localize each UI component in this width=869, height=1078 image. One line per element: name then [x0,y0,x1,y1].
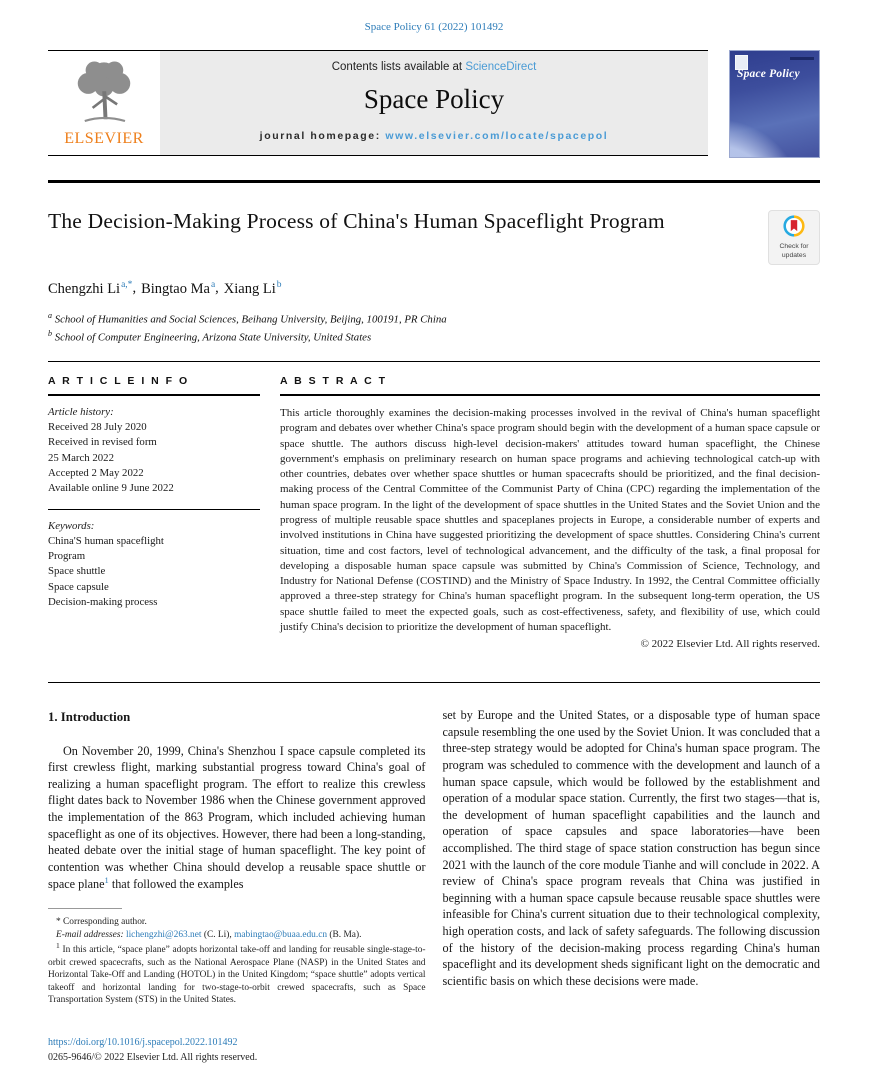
footnote-1: $^1$ In this article, “space plane” adopts horizontal take-off and landing for reusable single-stage-to-orbit crewed spacecrafts, such as the National Aerospace Plane (NASP) in the United States and Horizontal Take-Off and Landing (HOTOL) in the United Kingdom; “space shuttle” adopts vertical takeoff and horizontal landing for two-stage-to-orbit crewed spacecrafts, such as Space Transportation System (STS) in the United States. [48,941,426,1006]
abstract-panel [280,375,820,650]
history-line: Accepted 2 May 2022 [48,467,144,480]
affiliation-item: $^a$ School of Humanities and Social Sciences, Beihang University, Beijing, 100191, PR China [48,311,447,327]
elsevier-logo [48,51,160,155]
intro-paragraph-left: On November 20, 1999, China's Shenzhou I space capsule completed its first crewless flight, marking substantial progress toward China's goal of realizing a human spaceflight program. The effort to realize this crewless flight dates back to November 1986 when the Chinese government approved the implementation of the 863 Program, which included achieving human spaceflight as one of its objectives. However, there had been a long-standing, heated debate over the initial stage of human spaceflight. The key point of contention was whether China should develop a reusable space shuttle or space plane$^1$ that followed the examples [48,743,426,892]
article-history-label: Article history: [48,406,114,419]
email-link[interactable]: lichengzhi@263.net [125,929,202,940]
masthead-panel [160,51,708,155]
elsevier-wordmark: ELSEVIER [64,130,144,147]
affiliation-list [48,310,820,346]
page-footer [48,1036,257,1065]
keyword-line: Program [48,550,86,563]
article-info-panel [48,375,260,650]
history-line: Available online 9 June 2022 [48,482,174,495]
elsevier-tree-icon [69,58,139,133]
abstract-copyright: © 2022 Elsevier Ltd. All rights reserved. [640,638,820,651]
author-list [48,280,820,298]
keyword-line: Space capsule [48,580,109,593]
author-name: Chengzhi Li [48,280,121,297]
footnote-ref-1[interactable]: 1 [104,875,109,886]
journal-cover-thumbnail[interactable] [729,50,820,158]
sciencedirect-link[interactable]: ScienceDirect [465,61,537,73]
section-heading: 1. Introduction [48,710,131,725]
author-superscript: a,* [121,279,133,290]
abstract-text: This article thoroughly examines the decision-making processes involved in the revival of China's human spaceflight program and debates over whether China's space program should begin with the development of a human space capsule or space shuttle. The authors discuss high-level decision-makers' attitudes toward human spaceflight, the Chinese government's emphasis on preliminary research on human space programs and achieving technological catch-up with other countries, debates over whether space shuttles or human spacecrafts should be prioritized, and the final decision-making process of the Central Committee of the Communist Party of China (CPC) regarding the implementation of the human space program. In the light of the development of space shuttles in the United States and the Soviet Union and the progress of multiple reusable space shuttles and spaceplanes projects in Europe, a considerable number of experts and involved institutions in China have suggested prioritizing the development of space shuttles. Considering China's current situation, time and cost factors, level of technological advancement, and the difficulty of the task, a final proposal for developing a disposable human space capsule was submitted by China's Commission of Science, Technology, and Industry for National Defense (COSTIND) and the Ministry of Space Industry. In 1992, the Central Committee officially approved a three-step strategy for China's human spaceflight program. In the subsequent long-term operation, the US space shuttle failed to meet the expected goals, such as cost-effectiveness, safety, and flexibility of use, which could justify China's decision to prioritize the development of human spaceflight. [280,407,820,633]
check-updates-icon [783,224,805,241]
keyword-line: China'S human spaceflight [48,534,164,547]
masthead-box [48,50,708,156]
check-for-updates-badge[interactable] [768,210,820,265]
abstract-heading: A B S T R A C T [280,375,387,388]
issn-copyright: 0265-9646/© 2022 Elsevier Ltd. All rights reserved. [48,1051,258,1063]
title-divider [48,180,820,183]
article-title: The Decision-Making Process of China's Human Spaceflight Program [48,209,665,233]
doi-link[interactable]: https://doi.org/10.1016/j.spacepol.2022.101492 [48,1037,238,1048]
check-updates-label: Check for updates [779,243,809,259]
cover-issn-text [790,57,814,60]
body-column-left [48,707,426,1006]
homepage-label: journal homepage: [259,130,381,142]
affiliation-item: $^b$ School of Computer Engineering, Arizona State University, United States [48,329,372,344]
author-superscript: a [210,279,216,290]
author-separator: , [215,280,219,297]
journal-homepage-link[interactable]: www.elsevier.com/locate/spacepol [385,130,609,142]
footnote-area [48,908,426,1007]
email-addresses-line: E-mail addresses: lichengzhi@263.net (C. Li), mabingtao@buaa.edu.cn (B. Ma). [56,929,362,940]
email-link[interactable]: mabingtao@buaa.edu.cn [234,929,328,940]
journal-title: Space Policy [363,84,505,114]
history-line: Received in revised form [48,436,157,449]
journal-citation[interactable]: Space Policy 61 (2022) 101492 [364,21,504,33]
history-line: Received 28 July 2020 [48,421,147,434]
keywords-divider [48,509,260,510]
keyword-line: Space shuttle [48,565,106,578]
cover-journal-title: Space Policy [737,68,800,80]
journal-masthead [48,50,820,158]
contents-text: Contents lists available at [331,61,463,73]
intro-paragraph-right: set by Europe and the United States, or a disposable type of human space capsule resembling the one used by the Soviet Union. It was concluded that a three-step strategy would be adopted for China's human space program. The program was scheduled to commence with the development and launch of a human space capsule, which would be followed by the establishment and operation of a modular space station. Currently, the first two stages—that is, the development of human spaceflight capabilities and the launch and operation of space capsules and space laboratories—have been accomplished. The third stage of space station construction has begun since 2021 with the launch of the core module Tianhe and will conclude in 2022. A review of China's space program reveals that China was justified in beginning with a human space capsule because reusable space shuttles were infeasible for China's current situation due to their technological complexity, high operation costs, and lack of safety safeguards. The following discussion of the history of the decision-making process regarding China's human spaceflight and its development sheds significant light on the democratic and scientific basis on which these decisions were made. [442,708,820,988]
article-info-heading: A R T I C L E I N F O [48,375,190,388]
author-name: Xiang Li [223,280,276,297]
history-line: 25 March 2022 [48,451,114,464]
author-separator: , [132,280,137,297]
body-column-right [443,707,821,1006]
author-superscript: b [276,279,282,290]
abstract-divider [280,394,820,396]
article-info-divider [48,394,260,396]
footnote-divider [48,908,122,909]
keywords-label: Keywords: [48,519,95,532]
author-name: Bingtao Ma [141,280,210,297]
keyword-line: Decision-making process [48,596,158,608]
corresponding-author-note: * Corresponding author. [56,917,147,928]
